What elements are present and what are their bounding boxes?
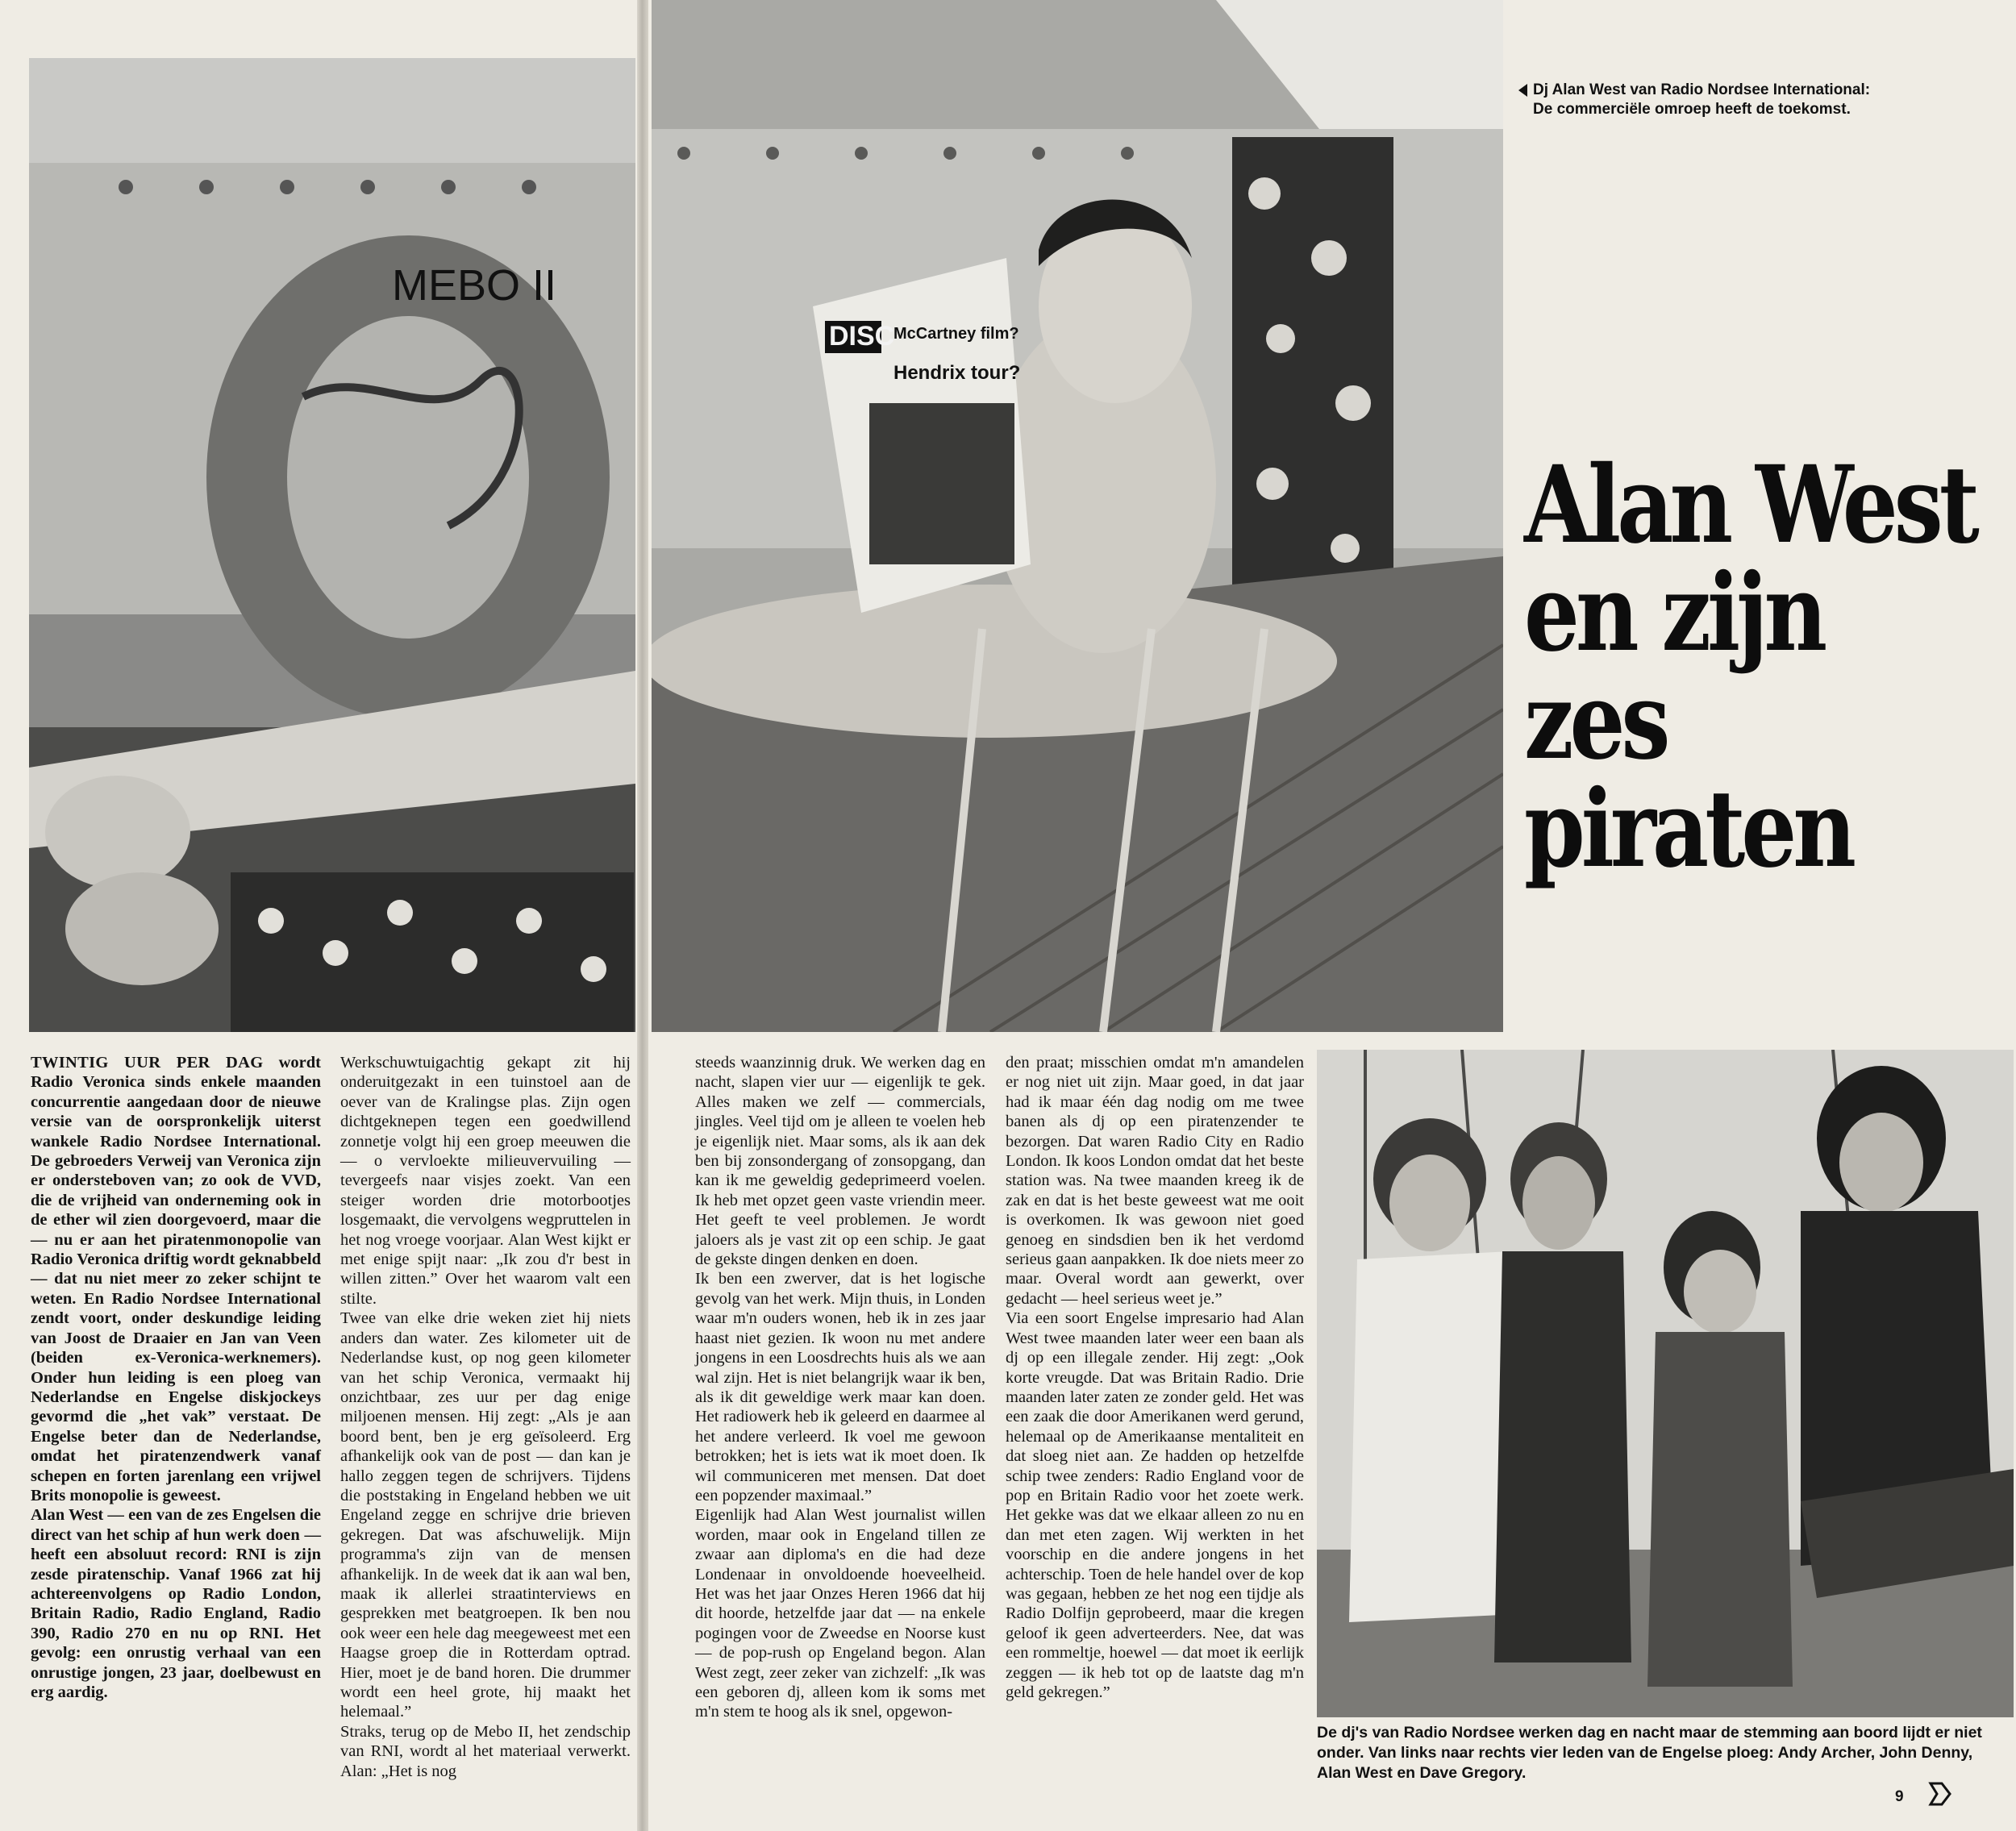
lifebuoy-photo-graphic [29,58,635,1032]
column-1-paragraph-1-text: wordt Radio Veronica sinds enkele maanden concurrentie aangedaan door de nieuwe versie van de oorspronkelijk uiterst wankele Radio Nordsee International. De gebroeders Verweij van Veronica zijn er ondersteboven van; zo ook de VVD, die de vrijheid van onderneming ook in de ether wil zien doorgevoerd, maar die — nu er aan het piratenmonopolie van Radio Veronica driftig wordt geknabbeld — dat nu niet meer zo zeker schijnt te weten. En Radio Nordsee International zendt voort, onder deskundige leiding van Joost de Draaier en Jan van Veen (beiden ex-Veronica-werknemers). Onder hun leiding is een ploeg van Nederlandse en Engelse diskjockeys gevormd die „het vak” verstaat. De Engelse beter dan de Nederlandse, omdat het piratenzendwerk vanaf schepen en forten jarenlang een vrijwel Brits monopolie is geweest. [31,1054,321,1504]
article-column-4 [1006,1053,1304,1702]
lifebuoy-photo [29,58,635,1032]
lifebuoy-text: MEBO II [392,261,557,310]
caption-top-text: Dj Alan West van Radio Nordsee International: De commerciële omroep heeft de toekomst. [1533,81,1871,118]
column-2-paragraph-1: Werkschuwtuigachtig gekapt zit hij onderuitgezakt in een tuinstoel aan de oever van de Kralingse plas. Zijn ogen dichtgeknepen tegen een goedwillend zonnetje volgt hij een groep meeuwen die — o vervloekte milieuvervuiling — tevergeefs naar visjes zoekt. Van een steiger worden drie motorbootjes losgemaakt, die vervolgens wegpruttelen in het nog vroege voorjaar. Alan West kijkt er met enige spijt naar: „Ik zou d'r best in willen zitten.” Over het waarom valt een stilte. [340,1054,631,1308]
column-4-paragraph-2: Via een soort Engelse impresario had Alan West twee maanden later weer een baan als dj op een illegale zender. Hij zegt: „Ook korte vreugde. Dat was Britain Radio. Drie maanden later zaten ze zonder geld. Het was een zaak die door Amerikanen werd gerund, helemaal op de Amerikaanse mentaliteit en dat sloeg niet aan. Ze hadden op hetzelfde schip twee zenders: Radio England voor de pop en Britain Radio voor het zoete werk. Het gekke was dat we elkaar alleen zo nu en dan met eten zagen. Wij werkten in het voorschip en die andere jongens in het achterschip. Toen de hele handel over de kop was gegaan, hebben ze het nog een tijdje als Radio Dolfijn geprobeerd, maar die kregen geloof ik geen adverteerders. Nee, dat was een rommeltje, hoewel — dat moet ik eerlijk zeggen — ik heb tot op de laatste dag m'n geld gekregen.” [1006,1309,1304,1701]
column-1-paragraph-1 [31,1053,321,1505]
column-2-paragraph-3: Straks, terug op de Mebo II, het zendschip van RNI, wordt al het materiaal verwerkt. Alan: „Het is nog [340,1722,631,1780]
column-4-paragraph-1: den praat; misschien omdat m'n amandelen er nog niet uit zijn. Maar goed, in dat jaar had ik maar één dag nodig om me twee banen als dj op een piratenzender te bezorgen. Dat waren Radio City en Radio London. Ik koos London omdat dat het beste station was. Na twee maanden kreeg ik de zak en dat is het beste geweest wat me ooit is overkomen. Ik was gewoon niet goed genoeg en sindsdien ben ik het verdomd serieus gaan aanpakken. Ik doe niets meer zo maar. Overal wordt aan gewerkt, over gedacht — heel serieus weet je.” [1006,1054,1304,1308]
article-column-2 [340,1053,631,1781]
article-column-3 [695,1053,985,1722]
group-photo [1317,1050,2014,1717]
page-number: 9 [1895,1788,1904,1805]
headline-line-1: Alan West [1524,443,1976,568]
article-lead-in: TWINTIG UUR PER DAG [31,1054,264,1072]
reading-dj-photo-graphic [652,0,1503,1032]
article-headline [1524,443,1976,892]
column-1-paragraph-2: Alan West — een van de zes Engelsen die direct van het schip af hun werk doen — heeft een absoluut record: RNI is zijn zesde piratenschip. Vanaf 1966 zat hij achtereenvolgens op Radio London, Britain Radio, Radio England, Radio 390, Radio 270 en nu op RNI. Het gevolg: een onrustig verhaal van een onrustige jongen, 23 jaar, doelbewust en erg aardig. [31,1506,321,1701]
column-3-paragraph-1: steeds waanzinnig druk. We werken dag en nacht, slapen vier uur — eigenlijk te gek. Alles maken we zelf — commercials, jingles. Veel tijd om je alleen te voelen heb je eigenlijk niet. Maar soms, als ik aan dek ben bij zonsondergang of zonsopgang, dan kan ik me geweldig gedeprimeerd voelen. Ik heb met opzet geen vaste vriendin meer. Het geeft te veel problemen. Je wordt jaloers als je vast zit op een schip. Je gaat de gekste dingen denken en doen. [695,1054,985,1269]
page-gutter [637,0,648,1831]
headline-line-4: piraten [1524,767,1853,892]
newspaper-headline-1: McCartney film? [893,325,1019,343]
photo-caption-bottom: De dj's van Radio Nordsee werken dag en nacht maar de stemming aan boord lijdt er niet onder. Van links naar rechts vier leden van de Engelse ploeg: Andy Archer, John Denny, Alan West en Dave Gregory. [1317,1724,1982,1782]
article-column-1 [31,1053,321,1702]
newspaper-headline-2: Hendrix tour? [893,362,1021,384]
newspaper-masthead: DISC [829,321,895,352]
headline-line-3: zes [1524,659,1667,784]
reading-dj-photo [652,0,1503,1032]
photo-caption-top [1518,81,1872,119]
continue-arrow-icon [1926,1780,1953,1808]
headline-line-2: en zijn [1524,551,1824,676]
column-2-paragraph-2: Twee van elke drie weken ziet hij niets anders dan water. Zes kilometer uit de Nederlandse kust, op nog geen kilometer van het schip Veronica, vermaakt hij onzichtbaar, zes uur per dag enige miljoenen mensen. Hij zegt: „Als je aan boord bent, ben je erg geïsoleerd. Erg afhankelijk ook van de post — dan kan je hallo zeggen tegen de schrijvers. Tijdens die poststaking in Engeland hebben we uit Engeland zegge en schrijve drie brieven gekregen. Dat was afschuwelijk. Mijn programma's zijn van de mensen afhankelijk. In de week dat ik aan wal ben, maak ik allerlei straatinterviews en gesprekken met beatgroepen. Ik ben nou ook weer een hele dag meegeweest met een Haagse groep die in Rotterdam optrad. Hier, moet je de band horen. Die drummer wordt een heel grote, hij maakt het helemaal.” [340,1309,631,1721]
caption-pointer-icon [1518,84,1527,97]
column-3-paragraph-3: Eigenlijk had Alan West journalist willen worden, maar ook in Engeland tillen ze zwaar aan diploma's en die had deze Londenaar in onvoldoende hoeveelheid. Het was het jaar Onzes Heren 1966 dat hij dit hoorde, hetzelfde jaar dat — na enkele pogingen voor de Zweedse en Noorse kust — de pop-rush op Engeland begon. Alan West zegt, zeer zeker van zichzelf: „Ik was een geboren dj, alleen kom ik soms met m'n stem te hoog als ik snel, opgewon- [695,1506,985,1721]
column-3-paragraph-2: Ik ben een zwerver, dat is het logische gevolg van het werk. Mijn thuis, in Londen waar m'n ouders wonen, heb ik in zes jaar haast niet gezien. Ik woon nu met andere jongens in een Loosdrechts huis als we aan wal zijn. Het is niet belangrijk waar ik ben, als ik dit geweldige werk maar kan doen. Het radiowerk heb ik geleerd en daarmee al het andere verleerd. Ik voel me gewoon betrokken; het is iets wat ik moet doen. Ik wil communiceren met mensen. Dat doet een popzender maximaal.” [695,1270,985,1504]
group-photo-graphic [1317,1050,2014,1717]
